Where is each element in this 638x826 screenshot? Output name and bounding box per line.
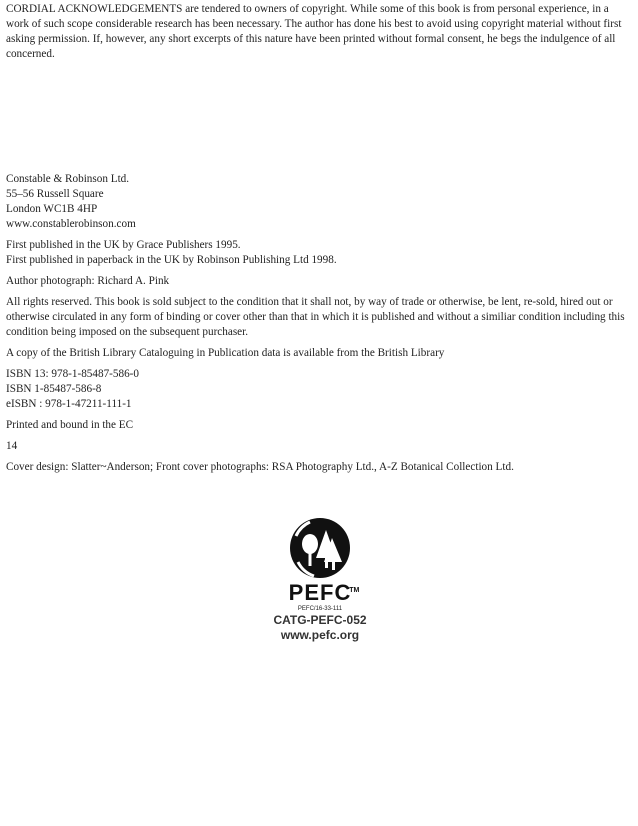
- publication-history: [6, 238, 632, 268]
- print-number: 14: [6, 440, 18, 452]
- cip-text: A copy of the British Library Cataloguing in Publication data is available from the British Library: [6, 347, 445, 359]
- publisher-website: www.constablerobinson.com: [6, 218, 136, 230]
- author-photo-credit: Author photograph: Richard A. Pink: [6, 275, 170, 287]
- isbn-block: [6, 367, 632, 412]
- pefc-code: CATG-PEFC-052: [273, 613, 367, 627]
- paperback-published-text: First published in paperback in the UK by Robinson Publishing Ltd 1998.: [6, 254, 337, 266]
- pefc-registration: PEFC/16-33-111: [297, 606, 343, 612]
- isbn10-text: ISBN 1-85487-586-8: [6, 383, 102, 395]
- acknowledgements-text: CORDIAL ACKNOWLEDGEMENTS are tendered to owners of copyright. While some of this book is from personal experience, in a work of such scope considerable research has been necessary. The author has done his best to avoid using copyright material without first asking permission. If, however, any short excerpts of this nature have been printed without formal consent, he begs the indulgence of all concerned.: [6, 3, 622, 60]
- copyright-page: [6, 2, 632, 475]
- publisher-city: London WC1B 4HP: [6, 203, 98, 215]
- pefc-trademark: TM: [349, 587, 360, 594]
- pefc-tree-logo-icon: [288, 516, 352, 580]
- printed-text: Printed and bound in the EC: [6, 419, 134, 431]
- publisher-name: Constable & Robinson Ltd.: [6, 173, 130, 185]
- cover-credit: Cover design: Slatter~Anderson; Front cover photographs: RSA Photography Ltd., A-Z Botanical Collection Ltd.: [6, 461, 514, 473]
- publisher-address: [6, 172, 632, 232]
- rights-text: All rights reserved. This book is sold subject to the condition that it shall not, by way of trade or otherwise, be lent, re-sold, hired out or otherwise circulated in any form of binding or cover other than that in which it is published and without a similiar condition including this condition being imposed on the subsequent purchaser.: [6, 296, 625, 338]
- eisbn-text: eISBN : 978-1-47211-111-1: [6, 398, 132, 410]
- isbn13-text: ISBN 13: 978-1-85487-586-0: [6, 368, 139, 380]
- pefc-name: PEFC TM: [288, 580, 360, 605]
- pefc-url: www.pefc.org: [280, 628, 360, 642]
- first-published-text: First published in the UK by Grace Publishers 1995.: [6, 239, 241, 251]
- pefc-certification: [270, 516, 370, 643]
- publisher-street: 55–56 Russell Square: [6, 188, 104, 200]
